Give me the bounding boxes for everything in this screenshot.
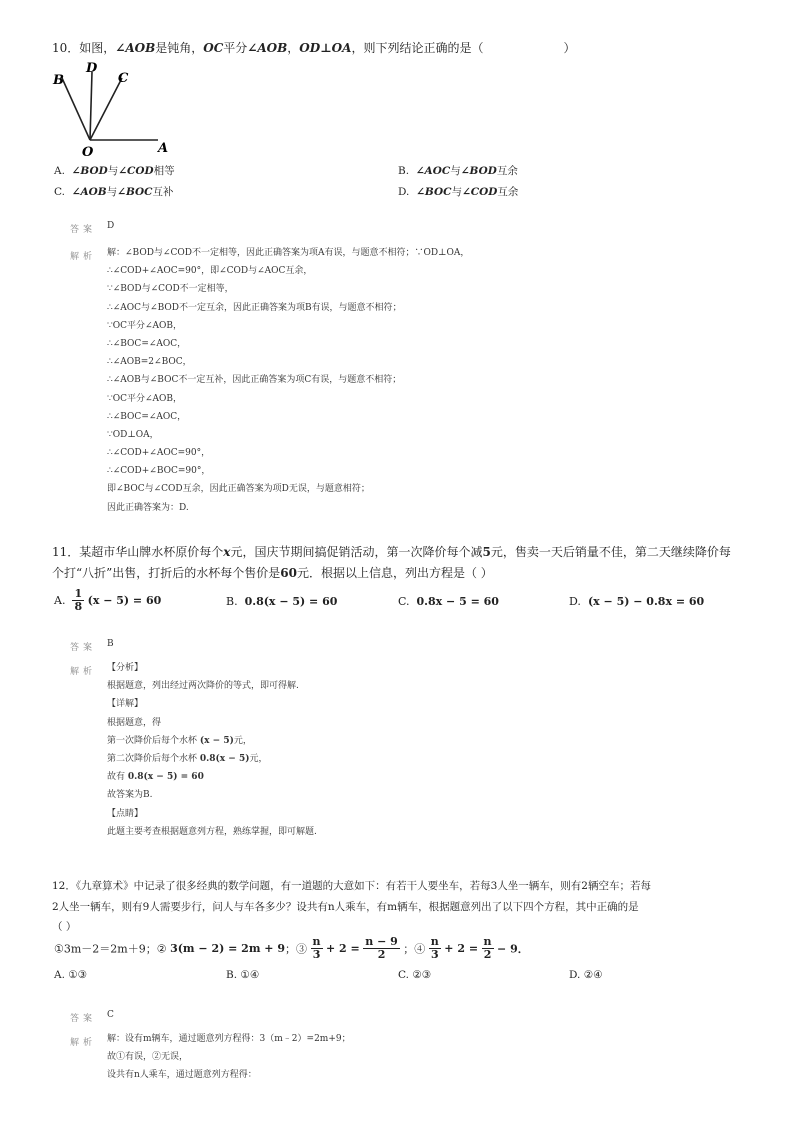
option-math: ∠BOD	[71, 165, 108, 177]
q12-option-c[interactable]	[398, 969, 431, 981]
ray-od	[90, 72, 92, 140]
analysis-line: 【分析】	[107, 663, 144, 673]
denominator: 3	[430, 948, 439, 961]
q10-text: ）	[563, 41, 576, 55]
analysis-line: ∵OC平分∠AOB，	[107, 393, 183, 404]
eq-math: 3(m − 2) = 2m + 9	[170, 942, 286, 955]
analysis-text: 元，	[249, 753, 268, 764]
analysis-math: (x − 5)	[199, 735, 234, 746]
q11-option-b[interactable]	[226, 595, 337, 608]
fraction	[311, 936, 323, 961]
option-letter: C.	[398, 969, 409, 981]
option-math: ∠BOD	[460, 165, 497, 177]
q11-math-60: 60	[280, 566, 297, 580]
option-letter: B.	[398, 165, 410, 177]
analysis-line: ∴∠COD+∠BOC=90°，	[107, 466, 211, 477]
option-text: 与	[107, 165, 119, 177]
q12-option-a[interactable]	[54, 969, 87, 981]
option-text: 互补	[152, 186, 174, 198]
label-a: A	[158, 141, 169, 156]
analysis-line: 即∠BOC与∠COD互余，因此正确答案为项D无误，与题意相符；	[107, 484, 370, 495]
analysis-line: ∵∠BOD与∠COD不一定相等，	[107, 284, 234, 295]
analysis-line: ∴∠BOC=∠AOC，	[107, 411, 187, 422]
q12-option-d[interactable]	[569, 969, 603, 981]
eq-math: − 9．	[497, 942, 529, 956]
q12-stem-line2: 2人坐一辆车，则有9人需要步行，问人与车各多少？设共有n人乘车，有m辆车，根据题意列出了以下四个方程，其中正确的是	[52, 901, 639, 913]
q11-text: 11．某超市华山牌水杯原价每个	[52, 545, 224, 559]
q10-text: 是钝角，	[155, 41, 204, 55]
fraction	[429, 936, 441, 961]
option-letter: B.	[226, 595, 238, 608]
option-letter: C.	[398, 595, 410, 608]
q11-analysis	[107, 659, 317, 841]
q10-stem	[52, 38, 752, 58]
option-text: 相等	[153, 165, 175, 177]
q11-answer-label: 答案	[70, 643, 97, 653]
option-letter: D.	[569, 969, 581, 981]
q10-text: ，	[287, 41, 300, 55]
option-letter: A.	[54, 594, 66, 607]
q12-analysis	[107, 1030, 351, 1085]
q11-text: 元，国庆节期间搞促销活动，第一次降价每个减	[230, 545, 483, 559]
label-b: B	[53, 73, 64, 88]
q10-analysis	[107, 244, 469, 517]
q12-stem-line3: （ ）	[52, 921, 77, 933]
q12-stem-line1: 12．《九章算术》中记录了很多经典的数学问题，有一道题的大意如下：有若干人要坐车，若每3人坐一辆车，则有2辆空车；若每	[52, 880, 651, 892]
eq-text: ①3m－2＝2m＋9；②	[54, 942, 167, 956]
q12-option-b[interactable]	[226, 969, 259, 981]
eq-text: ；④	[403, 942, 426, 956]
eq-math: + 2 =	[326, 942, 360, 955]
option-math: (x − 5) − 0.8x = 60	[587, 595, 705, 608]
option-letter: C.	[54, 186, 65, 198]
numerator: n − 9	[365, 935, 398, 948]
q11-stem-line2	[52, 563, 752, 583]
option-text: ②③	[412, 969, 432, 981]
fraction	[72, 588, 84, 613]
q10-math-aob: ∠AOB	[247, 41, 288, 55]
option-math: ∠BOC	[416, 186, 452, 198]
analysis-line	[107, 732, 317, 750]
q11-option-c[interactable]	[398, 595, 499, 608]
eq-math: + 2 =	[444, 942, 479, 955]
analysis-line: 根据题意，得	[107, 717, 162, 728]
analysis-text: 第一次降价后每个水杯	[107, 735, 198, 746]
option-text: 互余	[496, 165, 518, 177]
analysis-line: ∴∠AOB与∠BOC不一定互补，因此正确答案为项C有误，与题意不相符；	[107, 375, 402, 386]
q10-math-od-perp-oa: OD⊥OA	[299, 41, 352, 55]
analysis-line: 解：∠BOD与∠COD不一定相等，因此正确答案为项A有误，与题意不相符；∵OD⊥OA，	[107, 248, 470, 258]
q10-option-b[interactable]	[398, 163, 518, 178]
q10-option-d[interactable]	[398, 184, 518, 199]
denominator: 8	[74, 600, 83, 613]
analysis-line: ∴∠BOC=∠AOC，	[107, 338, 187, 349]
denominator: 2	[377, 948, 386, 961]
q10-text: ，则下列结论正确的是（	[351, 41, 484, 55]
analysis-line	[107, 750, 317, 768]
option-math: 0.8x − 5 = 60	[416, 595, 499, 608]
q12-equations	[54, 936, 529, 961]
option-text: 与	[450, 165, 461, 177]
analysis-line: 此题主要考查根据题意列方程，熟练掌握，即可解题.	[107, 826, 317, 837]
option-math: ∠COD	[461, 186, 498, 198]
option-math: ∠AOC	[415, 165, 451, 177]
analysis-line: 【点睛】	[107, 808, 144, 819]
option-text: ②④	[583, 969, 603, 981]
option-math: (x − 5) = 60	[87, 594, 162, 607]
label-c: C	[118, 71, 129, 86]
analysis-text: 元，	[233, 735, 252, 746]
analysis-text: 故有	[107, 772, 126, 783]
option-letter: D.	[569, 595, 581, 608]
analysis-math: 0.8(x − 5)	[199, 753, 250, 764]
q11-analysis-label: 解析	[70, 667, 97, 677]
option-letter: A.	[54, 165, 65, 177]
q11-math-5: 5	[482, 545, 491, 559]
option-text: 互余	[497, 186, 519, 198]
numerator: 1	[74, 587, 83, 600]
eq-text: ；③	[285, 942, 308, 956]
q11-option-a[interactable]	[54, 588, 161, 613]
analysis-line: 因此正确答案为：D.	[107, 502, 189, 513]
q12-answer: C	[107, 1010, 114, 1020]
option-text: ①③	[68, 969, 88, 981]
q11-stem-line1	[52, 542, 752, 562]
option-text: 与	[451, 186, 462, 198]
option-text: 与	[106, 186, 118, 198]
option-math: ∠BOC	[117, 186, 153, 198]
fraction	[482, 936, 494, 961]
analysis-line: ∴∠AOB=2∠BOC，	[107, 357, 192, 368]
analysis-line: 故①有误，②无误，	[107, 1052, 189, 1063]
analysis-line	[107, 768, 317, 786]
option-letter: D.	[398, 186, 410, 198]
analysis-line: 故答案为B.	[107, 790, 153, 801]
denominator: 3	[312, 948, 321, 961]
label-o: O	[82, 145, 94, 160]
q12-analysis-label: 解析	[70, 1038, 97, 1048]
analysis-math: 0.8(x − 5) = 60	[127, 772, 204, 783]
q11-math-x: x	[223, 545, 231, 559]
q11-text: 个打“八折”出售，打折后的水杯每个售价是	[52, 566, 281, 580]
q10-math-oc: OC	[203, 41, 224, 55]
analysis-line: ∴∠COD+∠AOC=90°，即∠COD与∠AOC互余，	[107, 266, 313, 277]
q10-answer: D	[107, 221, 115, 231]
analysis-line: 解：设有m辆车，通过题意列方程得：3（m﹣2）=2m+9；	[107, 1034, 351, 1044]
q10-option-c[interactable]	[54, 184, 174, 199]
option-letter: A.	[54, 969, 65, 981]
q11-text: 元．根据以上信息，列出方程是（ ）	[296, 566, 493, 580]
q10-text: 平分	[223, 41, 248, 55]
q10-option-a[interactable]	[54, 163, 175, 178]
numerator: n	[312, 935, 321, 948]
analysis-text: 第二次降价后每个水杯	[107, 753, 198, 764]
q11-option-d[interactable]	[569, 595, 704, 608]
fraction	[363, 936, 400, 961]
q11-answer: B	[107, 639, 114, 649]
q11-text: 元，售卖一天后销量不佳，第二天继续降价每	[490, 545, 731, 559]
analysis-line: ∵OC平分∠AOB，	[107, 320, 183, 331]
analysis-line: 【详解】	[107, 699, 144, 710]
q10-angle-figure	[50, 58, 180, 160]
q12-answer-label: 答案	[70, 1014, 97, 1024]
analysis-line: ∴∠AOC与∠BOD不一定互余，因此正确答案为项B有误，与题意不相符；	[107, 302, 402, 313]
analysis-line: ∴∠COD+∠AOC=90°，	[107, 448, 211, 459]
analysis-line: 设共有n人乘车，通过题意列方程得：	[107, 1070, 257, 1081]
q10-math-aob: ∠AOB	[115, 41, 156, 55]
q10-number: 10．如图，	[52, 41, 116, 55]
numerator: n	[430, 935, 439, 948]
q10-answer-label: 答案	[70, 225, 97, 235]
option-letter: B.	[226, 969, 238, 981]
ray-oc	[90, 78, 122, 140]
q10-analysis-label: 解析	[70, 252, 97, 262]
analysis-line: 根据题意，列出经过两次降价的等式，即可得解.	[107, 681, 299, 692]
option-math: ∠COD	[118, 165, 154, 177]
option-math: ∠AOB	[71, 186, 107, 198]
denominator: 2	[483, 948, 492, 961]
label-d: D	[86, 61, 98, 76]
option-math: 0.8(x − 5) = 60	[244, 595, 338, 608]
numerator: n	[483, 935, 492, 948]
analysis-line: ∵OD⊥OA，	[107, 429, 159, 440]
ray-ob	[62, 78, 90, 140]
option-text: ①④	[240, 969, 260, 981]
